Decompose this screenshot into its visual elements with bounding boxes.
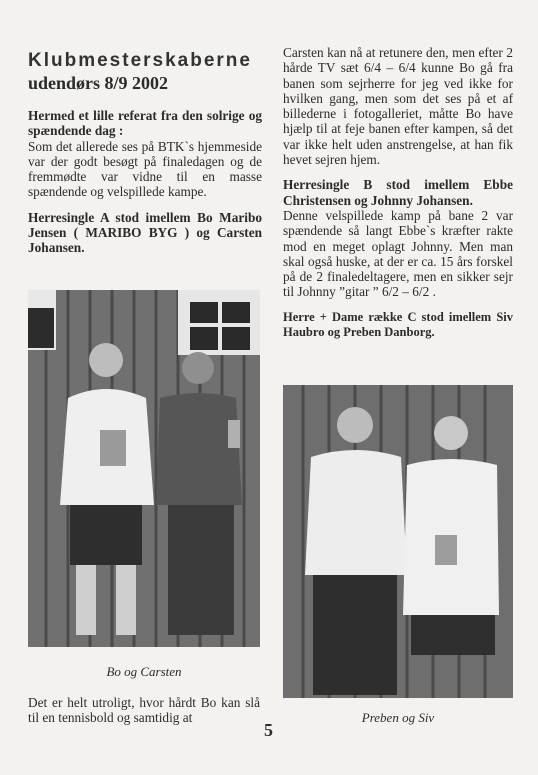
right-column — [283, 45, 513, 340]
section-b-text: Denne velspillede kamp på bane 2 var spændende så langt Ebbe`s kræfter rakte mod en meget oplagt Johnny. Men man skal også huske, at der er ca. 15 års forskel på de 2 finaledeltagere, men en sikker sejr til Johnny ”gitar ” 6/2 – 6/2 . — [283, 207, 513, 300]
intro-heading: Hermed et lille referat fra den solrige og spændende dag : — [28, 108, 262, 139]
section-c-heading: Herre + Dame række C stod imellem Siv Haubro og Preben Danborg. — [283, 309, 513, 340]
photo2-caption: Preben og Siv — [361, 710, 435, 725]
page-number: 5 — [264, 720, 273, 740]
photo1-caption: Bo og Carsten — [106, 664, 182, 679]
right-text-1: Carsten kan nå at retunere den, men efter 2 hårde TV sæt 6/4 – 6/4 kunne Bo gå fra banen som sejrherre for jeg ved ikke for hvilken gang, men som det ses på et af billederne i fotogalleriet, måtte Bo have hjælp til at feje banen efter kampen, så det var ikke helt uden anstrengelse, at han fik hevet sejren hjem. — [283, 45, 513, 168]
intro-text: Som det allerede ses på BTK`s hjemmeside var der godt besøgt på finaledagen og de fremmødte var vidne til en masse spændende og velspillede kampe. — [28, 138, 262, 200]
section-b-heading: Herresingle B stod imellem Ebbe Christensen og Johnny Johansen. — [283, 177, 513, 208]
photo-bo-carsten-image — [28, 290, 260, 647]
section-a-heading: Herresingle A stod imellem Bo Maribo Jensen ( MARIBO BYG ) og Carsten Johansen. — [28, 209, 262, 256]
article-title: Klubmesterskaberne — [28, 50, 252, 71]
bottom-text: Det er helt utroligt, hvor hårdt Bo kan slå til en tennisbold og samtidig at — [28, 695, 260, 726]
article-date-title: udendørs 8/9 2002 — [28, 73, 169, 93]
left-column — [28, 50, 262, 256]
photo-bo-carsten — [28, 290, 260, 647]
photo-preben-siv — [283, 385, 513, 698]
photo-preben-siv-image — [283, 385, 513, 698]
